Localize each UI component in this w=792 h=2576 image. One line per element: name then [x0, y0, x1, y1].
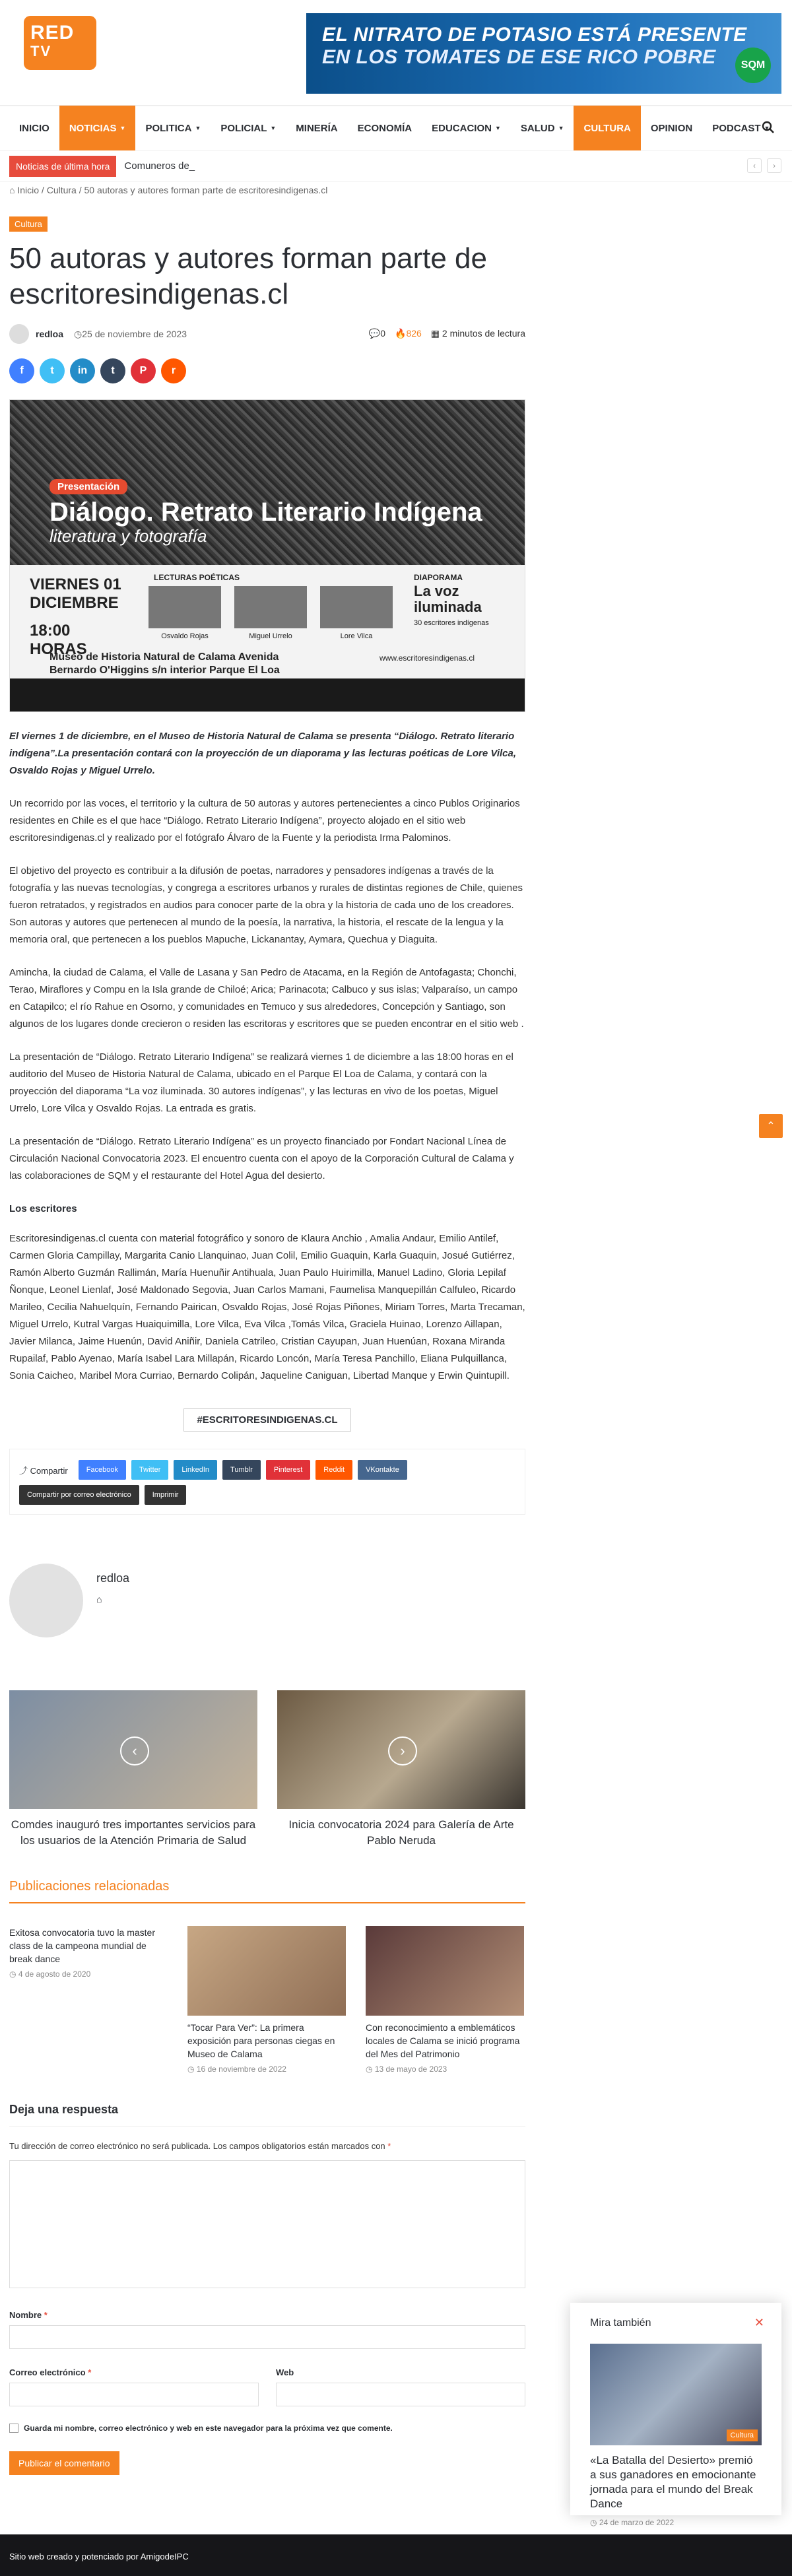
related-item[interactable]	[187, 1926, 346, 2074]
related-date: ◷ 13 de mayo de 2023	[366, 2064, 447, 2074]
author-avatar[interactable]	[9, 1564, 83, 1637]
footer-credit: Sitio web creado y potenciado por AmigodeIPC	[9, 2552, 189, 2561]
author-name[interactable]: redloa	[96, 1571, 130, 1585]
share-twitter-button[interactable]: Twitter	[131, 1460, 168, 1480]
arrow-left-icon: ‹	[120, 1736, 149, 1766]
share-label: ⤴ Compartir	[19, 1465, 68, 1476]
see-also-image[interactable]	[590, 2344, 762, 2445]
save-info-checkbox[interactable]: Guarda mi nombre, correo electrónico y web en este navegador para la próxima vez que comente.	[9, 2424, 525, 2433]
reader-photo	[148, 586, 221, 628]
related-title: “Tocar Para Ver”: La primera exposición para personas ciegas en Museo de Calama	[187, 2022, 335, 2059]
site-header	[0, 0, 792, 106]
web-label: Web	[276, 2367, 294, 2377]
home-icon: ⌂	[9, 185, 18, 195]
logo-text: RED	[30, 22, 75, 44]
related-image	[366, 1926, 524, 2016]
logo-sub: TV	[30, 43, 52, 59]
comment-form	[9, 2103, 525, 2475]
twitter-icon[interactable]: t	[40, 358, 65, 383]
clock-icon: ◷	[590, 2518, 599, 2527]
breaking-news-bar	[0, 150, 792, 182]
name-input[interactable]	[9, 2325, 525, 2349]
reader-photo	[234, 586, 307, 628]
comment-count[interactable]: 💬0	[368, 328, 385, 339]
writers-list: Escritoresindigenas.cl cuenta con material fotográfico y sonoro de Klaura Anchio , Amalia Andaur, Emilio Antilef, Carmen Gloria Campillay, Margarita Canio Llanquinao, Juan Colil, Emilio Guaquin, Karla Guaquin, Josué Gutiérrez, Ramón Alberto Guzmán Rallimán, María Huenuñir Antihuala, Juan Paulo Huirimilla, Manuel Ladino, Gloria Lepilaf Ñonque, Leonel Lienlaf, José Maldonado Segovia, Juan Carlos Mamani, Faumelisa Manquepillán Calfuleo, Ricardo Marileo, Cecilia Nahuelquín, Fernando Pairican, Osvaldo Rojas, José Rojas Piñones, Miriam Torres, Marta Trecaman, Miguel Urrelo, Kutral Vargas Huaiquimilla, Lore Vilca, Eva Vilca ,Tomás Vilca, Graciela Huinao, Lorenzo Aillapan, Javier Milanca, Jaime Huenún, David Aniñir, Daniela Catrileo, Cristian Cayupan, Juan Huenúan, Roxana Miranda Rupailaf, Pablo Ayenao, María Isabel Lara Millapán, Ricardo Loncón, María Teresa Panchillo, Eliana Pulquillanca, Sonia Caicheo, Maribel Mora Curriao, Bernardo Colipán, Jaqueline Caniguan, Libertad Manque y Erwin Quintupill.	[9, 1233, 525, 1381]
nav-item-opinion[interactable]: OPINION	[650, 122, 693, 134]
book-icon: ▦	[430, 328, 442, 339]
view-count: 🔥826	[395, 328, 422, 339]
see-also-popup	[570, 2303, 781, 2527]
related-title: Exitosa convocatoria tuvo la master class de la campeona mundial de break dance	[9, 1927, 155, 1964]
event-poster	[9, 399, 525, 712]
article-body	[9, 728, 525, 1385]
see-also-category[interactable]: Cultura	[727, 2429, 758, 2441]
reader-name: Miguel Urrelo	[249, 632, 292, 640]
chevron-right-icon[interactable]: ›	[767, 158, 781, 173]
article-paragraph: El objetivo del proyecto es contribuir a la difusión de poetas, narradores y pensadores indígenas a través de la fotografía y las nuevas tecnologías, y congrega a escritores urbanos y rurales de distintas regiones de Chile, quienes fueron retratados, y registrados en audios para conocer parte de la obra y la historia de cada uno de los creadores. Son autoras y autores que pertenecen al mundo de la poesía, la narrativa, la historia, el rescate de la lengua y la memoria oral, que pertenecen a los pueblos Mapuche, Lickanantay, Aymara, Quechua y Diaguita.	[9, 865, 523, 945]
category-badge[interactable]: Cultura	[9, 216, 48, 232]
author-link[interactable]: redloa	[36, 329, 64, 339]
see-also-title[interactable]: «La Batalla del Desierto» premió a sus ganadores en emocionante jornada para el mundo del Break Dance	[590, 2454, 756, 2510]
facebook-icon[interactable]: f	[9, 358, 34, 383]
search-icon[interactable]	[762, 121, 775, 134]
post-meta	[9, 324, 525, 344]
related-title: Con reconocimiento a emblemáticos locales de Calama se inició programa del Mes del Patrimonio	[366, 2022, 520, 2059]
nav-item-mineria[interactable]: MINERÍA	[296, 122, 338, 134]
share-email-button[interactable]: Compartir por correo electrónico	[19, 1485, 139, 1505]
read-time: ▦ 2 minutos de lectura	[430, 328, 525, 339]
home-icon[interactable]: ⌂	[96, 1594, 102, 1604]
fire-icon: 🔥	[395, 328, 407, 339]
nav-item-politica[interactable]: POLITICA ▼	[145, 122, 201, 134]
email-label: Correo electrónico *	[9, 2367, 92, 2377]
see-also-date: ◷ 24 de marzo de 2022	[590, 2518, 675, 2527]
chevron-up-icon: ⌃	[766, 1121, 776, 1132]
article-paragraph: La presentación de “Diálogo. Retrato Literario Indígena” es un proyecto financiado por Fondart Nacional Línea de Circulación Nacional Convocatoria 2023. El encuentro cuenta con el apoyo de la Corporación Cultural de Calama y las colaboraciones de SQM y el restaurante del Hotel Agua del desierto.	[9, 1136, 514, 1181]
share-facebook-button[interactable]: Facebook	[79, 1460, 126, 1480]
see-also-heading: Mira también ✕	[590, 2316, 764, 2329]
article-lead: El viernes 1 de diciembre, en el Museo de Historia Natural de Calama se presenta “Diálogo. Retrato literario indígena”.La presentación contará con la proyección de un diaporama y las lecturas poéticas de Lore Vilca, Osvaldo Rojas y Miguel Urrelo.	[9, 731, 517, 776]
clock-icon: ◷	[74, 328, 82, 339]
share-bar	[9, 1449, 525, 1515]
reply-note: Tu dirección de correo electrónico no será publicada. Los campos obligatorios están marcados con *	[9, 2141, 391, 2151]
reddit-icon[interactable]: r	[161, 358, 186, 383]
section-heading: Los escritores	[9, 1203, 77, 1214]
hashtag-tag[interactable]: #ESCRITORESINDIGENAS.CL	[183, 1408, 351, 1432]
arrow-right-icon: ›	[388, 1736, 417, 1766]
poster-date: VIERNES 01 DICIEMBRE	[30, 576, 121, 612]
avatar[interactable]	[9, 324, 29, 344]
site-footer	[0, 2534, 792, 2576]
page-title: 50 autoras y autores forman parte de escritoresindigenas.cl	[9, 242, 487, 310]
chevron-down-icon: ▼	[195, 125, 201, 131]
close-icon[interactable]: ✕	[754, 2316, 764, 2329]
prev-post-image	[9, 1690, 257, 1809]
poster-place: Museo de Historia Natural de Calama Avenida Bernardo O'Higgins s/n interior Parque El Loa	[50, 651, 280, 676]
related-date: ◷ 4 de agosto de 2020	[9, 1969, 91, 1979]
breaking-label: Noticias de última hora	[9, 156, 116, 177]
related-posts	[9, 1879, 525, 2074]
clock-icon: ◷	[366, 2064, 375, 2074]
related-item[interactable]	[366, 1926, 524, 2074]
share-pinterest-button[interactable]: Pinterest	[266, 1460, 310, 1480]
banner-badge: SQM	[735, 48, 771, 83]
nav-item-economia[interactable]: ECONOMÍA	[357, 122, 412, 134]
reader-name: Osvaldo Rojas	[161, 632, 209, 640]
ad-banner[interactable]	[306, 13, 781, 94]
chevron-left-icon[interactable]: ‹	[747, 158, 762, 173]
related-date: ◷ 16 de noviembre de 2022	[187, 2064, 286, 2074]
poster-title: Diálogo. Retrato Literario Indígena	[50, 498, 482, 527]
article	[9, 185, 525, 2475]
web-input[interactable]	[276, 2383, 525, 2406]
article-paragraph: Un recorrido por las voces, el territorio y la cultura de 50 autoras y autores pertenecientes a cinco Publos Originarios residentes en Chile es el que hace “Diálogo. Retrato Literario Indígena”, proyecto alojado en el sitio web escritoresindigenas.cl y realizado por el fotógrafo Álvaro de la Fuente y la periodista Irma Palominos.	[9, 798, 520, 843]
next-post-image	[277, 1690, 525, 1809]
reply-heading: Deja una respuesta	[9, 2103, 525, 2127]
share-linkedin-button[interactable]: LinkedIn	[174, 1460, 217, 1480]
nav-item-noticias[interactable]: NOTICIAS ▼	[59, 106, 136, 150]
poster-pill: Presentación	[50, 479, 127, 494]
share-tumblr-button[interactable]: Tumblr	[222, 1460, 261, 1480]
tumblr-icon[interactable]: t	[100, 358, 125, 383]
prev-post-link[interactable]	[9, 1690, 257, 1849]
share-reddit-button[interactable]: Reddit	[315, 1460, 352, 1480]
next-post-link[interactable]	[277, 1690, 525, 1849]
reader-photo	[320, 586, 393, 628]
main-nav	[0, 106, 792, 150]
related-heading: Publicaciones relacionadas	[9, 1879, 525, 1903]
related-image	[187, 1926, 346, 2016]
name-label: Nombre *	[9, 2310, 48, 2320]
banner-line-1: EL NITRATO DE POTASIO ESTÁ PRESENTE	[322, 24, 747, 46]
article-paragraph: Amincha, la ciudad de Calama, el Valle de Lasana y San Pedro de Atacama, en la Región de Antofagasta; Chonchi, Terao, Miraflores y Compu en la Isla grande de Chiloé; Arica; Parinacota; Calbuco y sus islas; Valparaíso, un campo en Catapilco; el río Rahue en Osorno, y comunidades en Temuco y sus alrededores, Concepción y Santiago, son algunos de los lugares donde crecieron o residen las escritoras y escritores que se pueden encontrar en el sitio web .	[9, 967, 524, 1030]
comment-icon: 💬	[368, 328, 381, 339]
breaking-headline[interactable]: Comuneros de_	[124, 160, 195, 172]
article-paragraph: La presentación de “Diálogo. Retrato Literario Indígena” se realizará viernes 1 de diciembre a las 18:00 horas en el auditorio del Museo de Historia Natural de Calama, ubicado en el Parque El Loa de Calama, y contará con la proyección del diaporama “La voz iluminada. 30 autores indígenas”, y las lecturas en vivo de los poetas, Miguel Urrelo, Lore Vilca y Osvaldo Rojas. La entrada es gratis.	[9, 1051, 513, 1114]
nav-item-cultura[interactable]: CULTURA	[574, 106, 640, 150]
top-share-buttons	[9, 358, 525, 383]
share-icon: ⤴	[19, 1465, 30, 1476]
breadcrumb: ⌂ Inicio / Cultura / 50 autoras y autores forman parte de escritoresindigenas.cl	[9, 185, 328, 195]
diaporama-title: La voz iluminada 30 escritores indígenas	[414, 583, 489, 627]
post-navigation	[9, 1690, 525, 1849]
poster-hour: 18:00 HORAS	[30, 622, 87, 658]
poster-readings-label: LECTURAS POÉTICAS	[154, 573, 240, 582]
poster-sponsor-strip	[10, 678, 525, 711]
nav-item-salud[interactable]: SALUD ▼	[520, 122, 564, 134]
poster-subtitle: literatura y fotografía	[50, 526, 207, 546]
post-date: 25 de noviembre de 2023	[82, 329, 187, 339]
nav-item-educacion[interactable]: EDUCACION ▼	[432, 122, 501, 134]
diaporama-label: DIAPORAMA	[414, 573, 463, 582]
clock-icon: ◷	[9, 1969, 18, 1979]
nav-item-policial[interactable]: POLICIAL ▼	[220, 122, 277, 134]
chevron-down-icon: ▼	[558, 125, 564, 131]
print-button[interactable]: Imprimir	[145, 1485, 187, 1505]
poster-web: www.escritoresindigenas.cl	[380, 653, 475, 663]
banner-line-2: EN LOS TOMATES DE ESE RICO POBRE	[322, 46, 716, 68]
reader-name: Lore Vilca	[340, 632, 373, 640]
comment-textarea[interactable]	[9, 2160, 525, 2288]
chevron-down-icon: ▼	[270, 125, 277, 131]
nav-item-podcast[interactable]: PODCAST ▼	[712, 122, 770, 134]
email-input[interactable]	[9, 2383, 259, 2406]
clock-icon: ◷	[187, 2064, 197, 2074]
related-item[interactable]	[9, 1926, 168, 2074]
prev-post-title: Comdes inauguró tres importantes servicios para los usuarios de la Atención Primaria de Salud	[11, 1818, 256, 1847]
site-logo[interactable]	[24, 16, 96, 70]
linkedin-icon[interactable]: in	[70, 358, 95, 383]
share-vk-button[interactable]: VKontakte	[358, 1460, 407, 1480]
pinterest-icon[interactable]: P	[131, 358, 156, 383]
chevron-down-icon: ▼	[494, 125, 501, 131]
next-post-title: Inicia convocatoria 2024 para Galería de Arte Pablo Neruda	[288, 1818, 514, 1847]
submit-comment-button[interactable]: Publicar el comentario	[9, 2451, 119, 2475]
author-box	[9, 1564, 525, 1643]
chevron-down-icon: ▼	[764, 125, 770, 131]
back-to-top-button[interactable]	[759, 1114, 783, 1138]
chevron-down-icon: ▼	[119, 125, 126, 131]
nav-item-inicio[interactable]: INICIO	[19, 122, 50, 134]
